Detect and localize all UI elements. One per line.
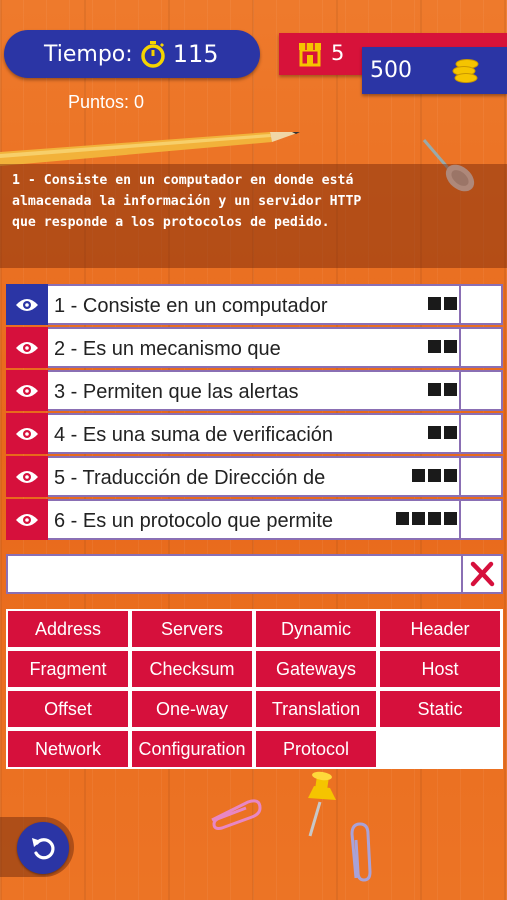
undo-icon: [29, 834, 57, 862]
eye-icon: [15, 426, 39, 442]
clue-body[interactable]: [48, 499, 461, 540]
clue-body[interactable]: [48, 370, 461, 411]
clue-body[interactable]: [48, 413, 461, 454]
hint-button[interactable]: [6, 284, 48, 325]
clue-answer-slot: [461, 327, 503, 368]
letter-slots: [409, 469, 457, 482]
letter-slots: [393, 512, 457, 525]
coins-display: [362, 47, 507, 94]
clue-body[interactable]: [48, 284, 461, 325]
pencil-decoration: [0, 126, 304, 166]
hint-button[interactable]: [6, 499, 48, 540]
paperclip-decoration: [346, 820, 376, 884]
letter-slot: [428, 340, 441, 353]
paperclip-decoration: [208, 796, 264, 830]
hint-button[interactable]: [6, 370, 48, 411]
clue-label: 1 - Consiste en un computador: [54, 295, 328, 317]
word-button[interactable]: Network: [8, 731, 128, 767]
letter-slots: [425, 297, 457, 310]
clue-body[interactable]: [48, 327, 461, 368]
word-button[interactable]: Header: [380, 611, 500, 647]
timer-label: Tiempo:: [44, 41, 133, 67]
coins-value: 500: [370, 58, 412, 83]
stopwatch-icon: [139, 40, 167, 68]
timer-display: [4, 30, 260, 78]
letter-slot: [444, 512, 457, 525]
answer-field[interactable]: [6, 554, 463, 594]
hint-button[interactable]: [6, 413, 48, 454]
clue-row-3[interactable]: [6, 370, 503, 411]
clue-row-6[interactable]: [6, 499, 503, 540]
clue-row-2[interactable]: [6, 327, 503, 368]
shop-count: 5: [331, 41, 345, 65]
word-button[interactable]: Servers: [132, 611, 252, 647]
letter-slot: [444, 383, 457, 396]
coins-icon: [450, 58, 480, 84]
word-button[interactable]: Address: [8, 611, 128, 647]
word-button[interactable]: Protocol: [256, 731, 376, 767]
points-label: Puntos: 0: [68, 92, 145, 112]
clue-answer-slot: [461, 284, 503, 325]
clue-label: 4 - Es una suma de verificación: [54, 424, 334, 446]
hint-button[interactable]: [6, 327, 48, 368]
clue-label: 5 - Traducción de Dirección de: [54, 467, 326, 489]
clue-label: 2 - Es un mecanismo que: [54, 338, 281, 360]
word-button[interactable]: Configuration: [132, 731, 252, 767]
clue-label: 3 - Permiten que las alertas: [54, 381, 299, 403]
x-icon: [469, 561, 495, 587]
word-button[interactable]: Translation: [256, 691, 376, 727]
word-button[interactable]: Static: [380, 691, 500, 727]
question-text: 1 - Consiste en un computador en donde está almacenada la información y un servidor HTTP que responde a los protocolos de pedido.: [12, 173, 362, 230]
shop-icon: [297, 41, 323, 67]
letter-slot: [444, 426, 457, 439]
word-button[interactable]: Fragment: [8, 651, 128, 687]
clue-label: 6 - Es un protocolo que permite: [54, 510, 334, 532]
letter-slot: [428, 512, 441, 525]
eye-icon: [15, 512, 39, 528]
clue-row-5[interactable]: [6, 456, 503, 497]
clear-button[interactable]: [461, 554, 503, 594]
eye-icon: [15, 469, 39, 485]
word-button[interactable]: One-way: [132, 691, 252, 727]
letter-slot: [428, 426, 441, 439]
clue-list: [6, 284, 503, 542]
timer-value: 115: [172, 40, 219, 68]
eye-icon: [15, 340, 39, 356]
question-banner: [0, 164, 507, 268]
word-grid: [6, 609, 503, 769]
letter-slot: [428, 383, 441, 396]
clue-row-4[interactable]: [6, 413, 503, 454]
letter-slot: [444, 297, 457, 310]
clue-answer-slot: [461, 456, 503, 497]
clue-body[interactable]: [48, 456, 461, 497]
undo-button[interactable]: [17, 822, 69, 874]
word-button[interactable]: Checksum: [132, 651, 252, 687]
hint-button[interactable]: [6, 456, 48, 497]
thumbtack-decoration: [296, 770, 350, 840]
letter-slot: [444, 469, 457, 482]
clue-answer-slot: [461, 413, 503, 454]
word-button[interactable]: Dynamic: [256, 611, 376, 647]
word-button[interactable]: Offset: [8, 691, 128, 727]
word-button[interactable]: Gateways: [256, 651, 376, 687]
letter-slot: [428, 469, 441, 482]
letter-slots: [425, 340, 457, 353]
eye-icon: [15, 297, 39, 313]
letter-slot: [428, 297, 441, 310]
clue-answer-slot: [461, 499, 503, 540]
letter-slot: [412, 469, 425, 482]
letter-slot: [412, 512, 425, 525]
clue-row-1[interactable]: [6, 284, 503, 325]
word-button[interactable]: Host: [380, 651, 500, 687]
letter-slots: [425, 383, 457, 396]
eye-icon: [15, 383, 39, 399]
letter-slot: [396, 512, 409, 525]
letter-slot: [444, 340, 457, 353]
letter-slots: [425, 426, 457, 439]
clue-answer-slot: [461, 370, 503, 411]
